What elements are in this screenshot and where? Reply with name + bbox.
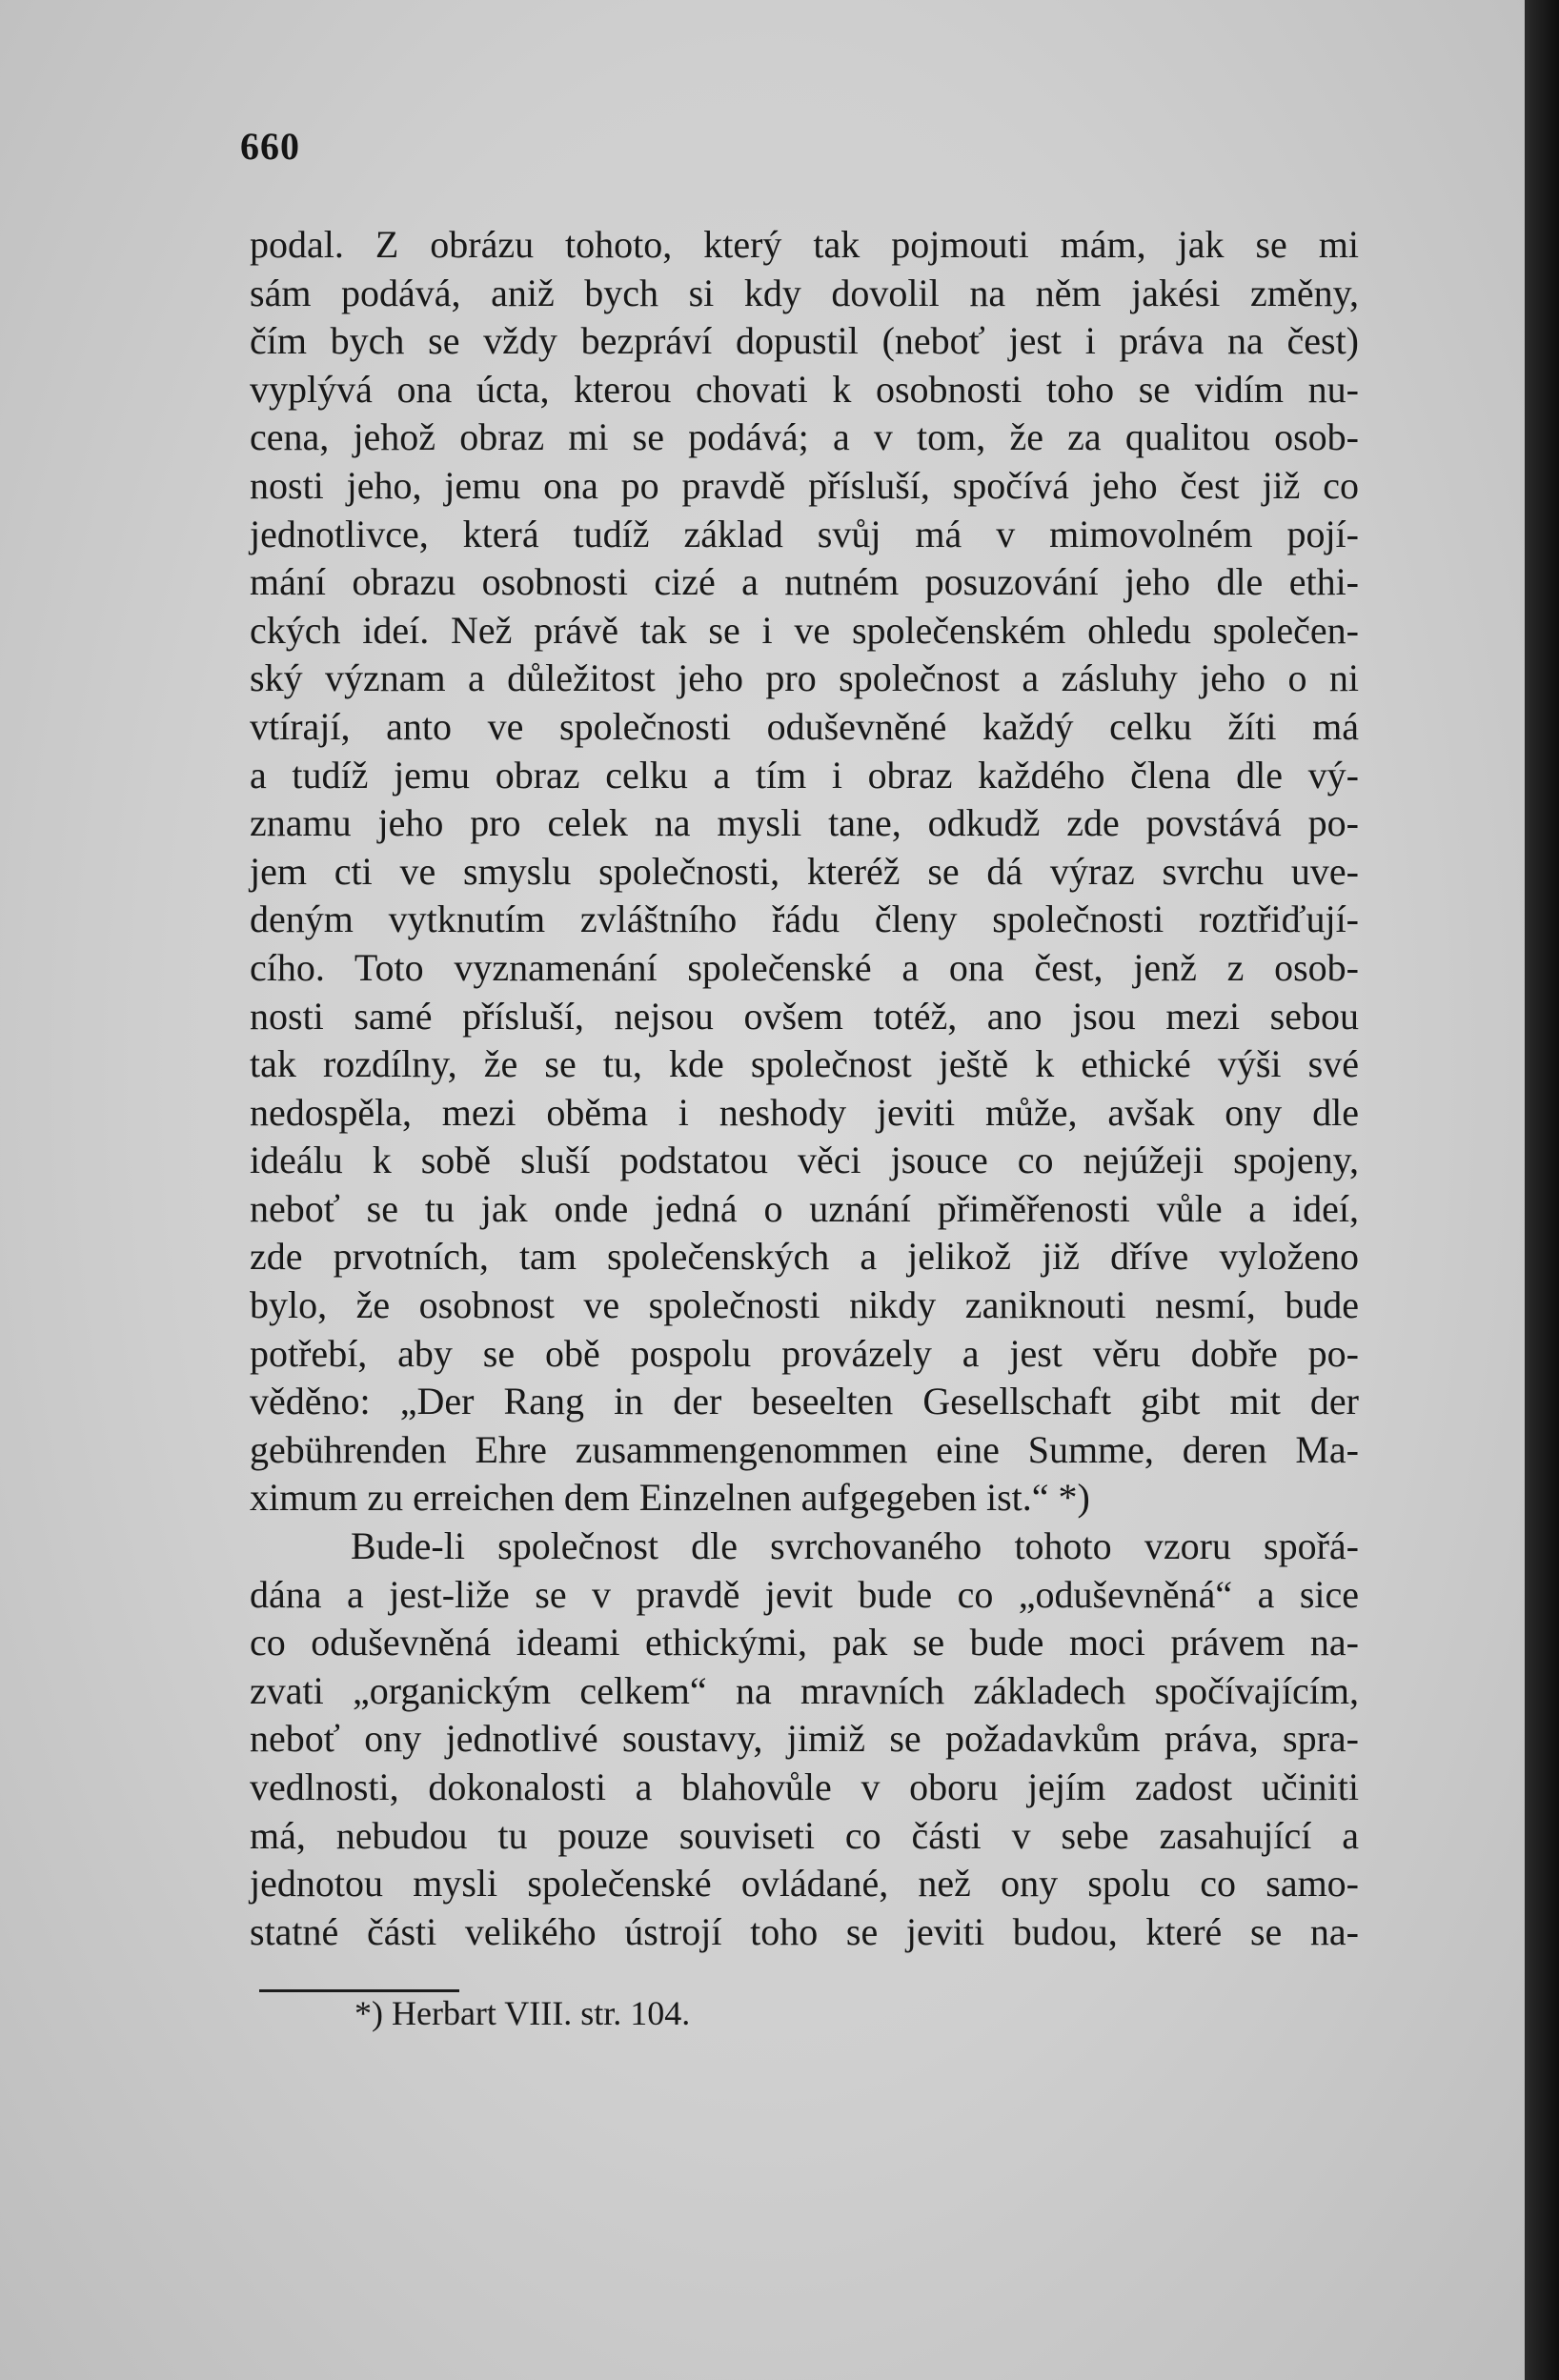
text-line: ideálu k sobě sluší podstatou věci jsouce co nejúžeji spojeny, [250,1139,1359,1182]
text-line: nosti jeho, jemu ona po pravdě přísluší, spočívá jeho čest již co [250,463,1359,507]
text-line: statné části velikého ústrojí toho se jeviti budou, které se na- [250,1909,1359,1953]
text-line: jem cti ve smyslu společnosti, kteréž se dá výraz svrchu uve- [250,849,1359,893]
body-text [250,221,1359,1956]
footnote: *) Herbart VIII. str. 104. [354,1994,691,2032]
text-line: věděno: „Der Rang in der beseelten Gesellschaft gibt mit der [250,1380,1359,1423]
scan-dark-edge [1525,0,1559,2380]
page-number: 660 [240,125,300,168]
text-line: nosti samé přísluší, nejsou ovšem totéž, ano jsou mezi sebou [250,994,1359,1038]
text-line: neboť ony jednotlivé soustavy, jimiž se požadavkům práva, spra- [250,1717,1359,1761]
text-line: jednotlivce, která tudíž základ svůj má v mimovolném pojí- [250,512,1359,555]
text-line: bylo, že osobnost ve společnosti nikdy zaniknouti nesmí, bude [250,1283,1359,1327]
text-line: znamu jeho pro celek na mysli tane, odkudž zde povstává po- [250,801,1359,845]
text-line: potřebí, aby se obě pospolu provázely a jest věru dobře po- [250,1331,1359,1375]
text-line: nedospěla, mezi oběma i neshody jeviti může, avšak ony dle [250,1090,1359,1134]
text-line: mání obrazu osobnosti cizé a nutném posuzování jeho dle ethi- [250,560,1359,604]
text-line: ximum zu erreichen dem Einzelnen aufgegeben ist.“ *) [250,1476,1090,1520]
text-line: jednotou mysli společenské ovládané, než ony spolu co samo- [250,1862,1359,1906]
text-line: zvati „organickým celkem“ na mravních základech spočívajícím, [250,1668,1359,1712]
text-line: neboť se tu jak onde jedná o uznání přiměřenosti vůle a ideí, [250,1186,1359,1230]
text-line: ckých ideí. Než právě tak se i ve společenském ohledu společen- [250,608,1359,652]
text-line: zde prvotních, tam společenských a jelikož již dříve vyloženo [250,1235,1359,1279]
text-line: ský význam a důležitost jeho pro společnost a zásluhy jeho o ni [250,656,1359,700]
text-line: a tudíž jemu obraz celku a tím i obraz každého člena dle vý- [250,753,1359,797]
footnote-divider [259,1989,459,1992]
text-line: vyplývá ona úcta, kterou chovati k osobnosti toho se vidím nu- [250,367,1359,411]
text-line: vedlnosti, dokonalosti a blahovůle v oboru jejím zadost učiniti [250,1765,1359,1808]
text-line: cího. Toto vyznamenání společenské a ona čest, jenž z osob- [250,945,1359,989]
text-line: deným vytknutím zvláštního řádu členy společnosti roztřiďují- [250,898,1359,941]
text-line: co oduševněná ideami ethickými, pak se bude moci právem na- [250,1621,1359,1664]
text-line: gebührenden Ehre zusammengenommen eine Summe, deren Ma- [250,1427,1359,1471]
text-line: vtírají, anto ve společnosti oduševněné každý celku žíti má [250,704,1359,748]
text-line: cena, jehož obraz mi se podává; a v tom, že za qualitou osob- [250,415,1359,459]
text-line: podal. Z obrázu tohoto, který tak pojmouti mám, jak se mi [250,223,1359,266]
text-line: dána a jest-liže se v pravdě jevit bude co „oduševněná“ a sice [250,1572,1359,1616]
text-line: má, nebudou tu pouze souviseti co části v sebe zasahující a [250,1813,1359,1857]
text-line: sám podává, aniž bych si kdy dovolil na něm jakési změny, [250,271,1359,314]
text-line: Bude-li společnost dle svrchovaného tohoto vzoru spořá- [351,1524,1359,1568]
text-line: čím bych se vždy bezpráví dopustil (neboť jest i práva na čest) [250,319,1359,363]
text-line: tak rozdílny, že se tu, kde společnost ještě k ethické výši své [250,1042,1359,1086]
